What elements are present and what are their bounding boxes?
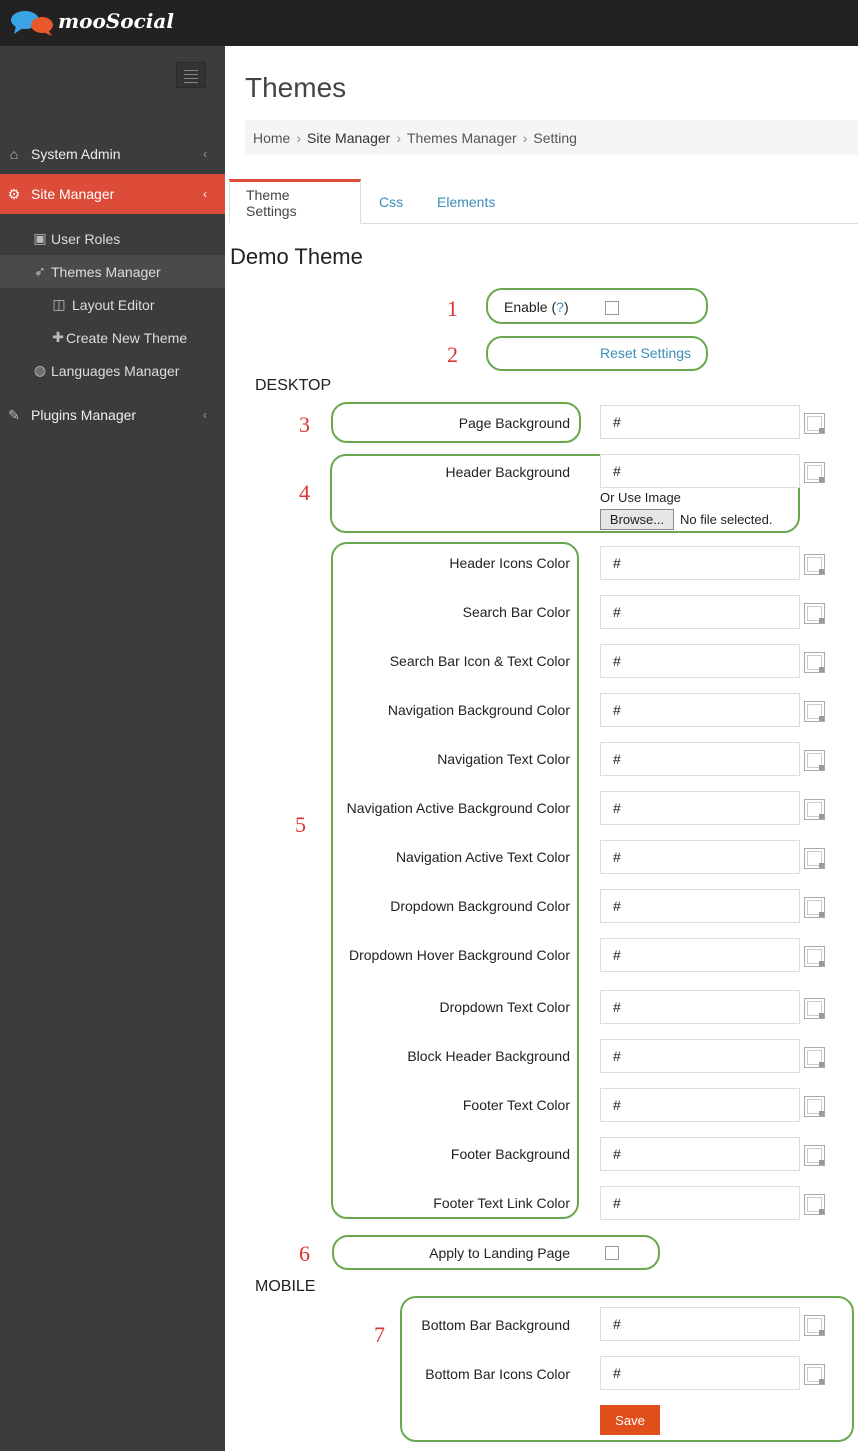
navigation-active-background-color-color-picker[interactable] [804, 799, 825, 820]
apply-landing-label: Apply to Landing Page [429, 1245, 570, 1261]
or-use-image-label: Or Use Image [600, 490, 681, 505]
breadcrumb-site-manager[interactable]: Site Manager [307, 129, 391, 146]
footer-text-color-color-picker[interactable] [804, 1096, 825, 1117]
apply-landing-checkbox[interactable] [605, 1246, 619, 1260]
page-background-input[interactable]: # [600, 405, 800, 439]
navigation-background-color-color-picker[interactable] [804, 701, 825, 722]
dropdown-background-color-color-picker[interactable] [804, 897, 825, 918]
plus-icon: ✚ [52, 329, 64, 345]
sidebar-item-languages-manager[interactable] [0, 354, 225, 387]
chevron-left-icon: ‹ [203, 187, 207, 201]
breadcrumb-setting: Setting [533, 129, 577, 146]
block-header-background-color-picker[interactable] [804, 1047, 825, 1068]
sidebar-item-label: Site Manager [31, 186, 115, 202]
annotation-number-2: 2 [447, 342, 458, 367]
page-background-label: Page Background [458, 415, 570, 431]
footer-background-label: Footer Background [450, 1146, 570, 1162]
dropdown-background-color-label: Dropdown Background Color [390, 898, 570, 914]
navigation-background-color-label: Navigation Background Color [387, 702, 570, 718]
help-link[interactable]: ? [556, 299, 564, 315]
bottom-bar-background-input[interactable]: # [600, 1307, 800, 1341]
reset-settings-link[interactable]: Reset Settings [600, 345, 692, 361]
menu-toggle-button[interactable] [176, 62, 206, 88]
footer-text-color-input[interactable]: # [600, 1088, 800, 1122]
chevron-right-icon: › [522, 129, 528, 146]
annotation-number-7: 7 [374, 1322, 385, 1347]
navigation-text-color-label: Navigation Text Color [437, 751, 570, 767]
navigation-active-text-color-input[interactable]: # [600, 840, 800, 874]
sidebar-item-label: System Admin [31, 146, 121, 162]
dropdown-text-color-label: Dropdown Text Color [439, 999, 570, 1015]
brand-name: mooSocial [58, 9, 174, 33]
block-header-background-input[interactable]: # [600, 1039, 800, 1073]
footer-background-color-picker[interactable] [804, 1145, 825, 1166]
navigation-active-background-color-input[interactable]: # [600, 791, 800, 825]
annotation-number-6: 6 [299, 1241, 310, 1266]
annotation-number-4: 4 [299, 480, 310, 505]
bottom-bar-icons-label: Bottom Bar Icons Color [425, 1366, 570, 1382]
annotation-number-1: 1 [447, 296, 458, 321]
sidebar-item-label: Create New Theme [66, 329, 188, 346]
browse-file-button[interactable]: Browse... [600, 509, 674, 530]
sidebar-item-plugins-manager[interactable] [0, 395, 225, 435]
dropdown-text-color-color-picker[interactable] [804, 998, 825, 1019]
footer-text-link-color-color-picker[interactable] [804, 1194, 825, 1215]
header-background-label: Header Background [445, 464, 570, 480]
search-bar-color-input[interactable]: # [600, 595, 800, 629]
sidebar-item-label: Plugins Manager [31, 407, 137, 423]
bottom-bar-background-color-picker[interactable] [804, 1315, 825, 1336]
breadcrumb [245, 120, 858, 155]
sidebar-item-label: Layout Editor [72, 296, 155, 313]
sidebar-item-user-roles[interactable] [0, 222, 225, 255]
desktop-section-heading: DESKTOP [255, 377, 332, 394]
footer-text-link-color-label: Footer Text Link Color [433, 1195, 570, 1211]
sidebar-item-label: User Roles [51, 230, 121, 247]
top-bar [0, 0, 858, 46]
header-icons-color-label: Header Icons Color [449, 555, 570, 571]
chevron-left-icon: ‹ [203, 147, 207, 161]
header-background-input[interactable]: # [600, 454, 800, 488]
globe-icon: ◍ [33, 362, 47, 378]
dropdown-text-color-input[interactable]: # [600, 990, 800, 1024]
enable-checkbox[interactable] [605, 301, 619, 315]
columns-icon: ◫ [52, 296, 66, 312]
tab-elements[interactable]: Elements [437, 193, 496, 210]
footer-text-link-color-input[interactable]: # [600, 1186, 800, 1220]
navigation-text-color-color-picker[interactable] [804, 750, 825, 771]
chevron-right-icon: › [296, 129, 302, 146]
chevron-left-icon: ‹ [203, 408, 207, 422]
navigation-background-color-input[interactable]: # [600, 693, 800, 727]
save-button[interactable]: Save [600, 1405, 660, 1435]
plug-icon: ✎ [8, 406, 20, 423]
dropdown-hover-background-color-color-picker[interactable] [804, 946, 825, 967]
tab-theme-settings[interactable]: Theme Settings [229, 179, 361, 224]
page-background-color-picker[interactable] [804, 413, 825, 434]
navigation-active-text-color-color-picker[interactable] [804, 848, 825, 869]
navigation-active-background-color-label: Navigation Active Background Color [346, 800, 570, 816]
sidebar-item-layout-editor[interactable] [0, 288, 225, 321]
footer-background-input[interactable]: # [600, 1137, 800, 1171]
bottom-bar-icons-color-picker[interactable] [804, 1364, 825, 1385]
navigation-active-text-color-label: Navigation Active Text Color [395, 849, 570, 865]
header-icons-color-input[interactable]: # [600, 546, 800, 580]
bottom-bar-icons-input[interactable]: # [600, 1356, 800, 1390]
annotation-number-5: 5 [295, 812, 306, 837]
sidebar-item-system-admin[interactable] [0, 134, 225, 174]
theme-name-heading: Demo Theme [230, 244, 363, 269]
search-bar-icon-text-color-input[interactable]: # [600, 644, 800, 678]
rocket-icon: ➶ [34, 263, 46, 279]
mobile-section-heading: MOBILE [255, 1278, 316, 1295]
enable-text: Enable [504, 299, 548, 315]
sidebar [0, 46, 225, 1451]
tab-bar [229, 179, 858, 224]
bottom-bar-background-label: Bottom Bar Background [421, 1317, 570, 1333]
footer-text-color-label: Footer Text Color [462, 1097, 570, 1113]
block-header-background-label: Block Header Background [407, 1048, 570, 1064]
header-icons-color-color-picker[interactable] [804, 554, 825, 575]
dropdown-hover-background-color-input[interactable]: # [600, 938, 800, 972]
search-bar-color-color-picker[interactable] [804, 603, 825, 624]
no-file-selected-text: No file selected. [680, 512, 773, 527]
briefcase-icon: ▣ [33, 230, 47, 246]
annotation-number-3: 3 [299, 412, 310, 437]
sidebar-item-themes-manager[interactable] [0, 255, 225, 288]
dropdown-background-color-input[interactable]: # [600, 889, 800, 923]
search-bar-color-label: Search Bar Color [462, 604, 570, 620]
breadcrumb-home[interactable]: Home [253, 129, 291, 146]
chevron-right-icon: › [396, 129, 401, 146]
tab-css[interactable]: Css [379, 193, 404, 210]
search-bar-icon-text-color-color-picker[interactable] [804, 652, 825, 673]
dropdown-hover-background-color-label: Dropdown Hover Background Color [349, 947, 570, 963]
sidebar-item-label: Themes Manager [51, 263, 161, 280]
page-title: Themes [245, 72, 347, 103]
sidebar-item-label: Languages Manager [51, 362, 180, 379]
search-bar-icon-text-color-label: Search Bar Icon & Text Color [389, 653, 570, 669]
gears-icon: ⚙ [7, 185, 21, 202]
annotation-outline-5 [331, 542, 579, 1219]
moosocial-logo [10, 8, 56, 38]
home-icon: ⌂ [9, 146, 19, 162]
enable-label: Enable (?) [504, 299, 569, 315]
sidebar-item-site-manager[interactable] [0, 174, 225, 214]
sidebar-item-create-new-theme[interactable] [0, 321, 225, 354]
breadcrumb-themes-manager[interactable]: Themes Manager [406, 129, 517, 146]
header-background-color-picker[interactable] [804, 462, 825, 483]
navigation-text-color-input[interactable]: # [600, 742, 800, 776]
